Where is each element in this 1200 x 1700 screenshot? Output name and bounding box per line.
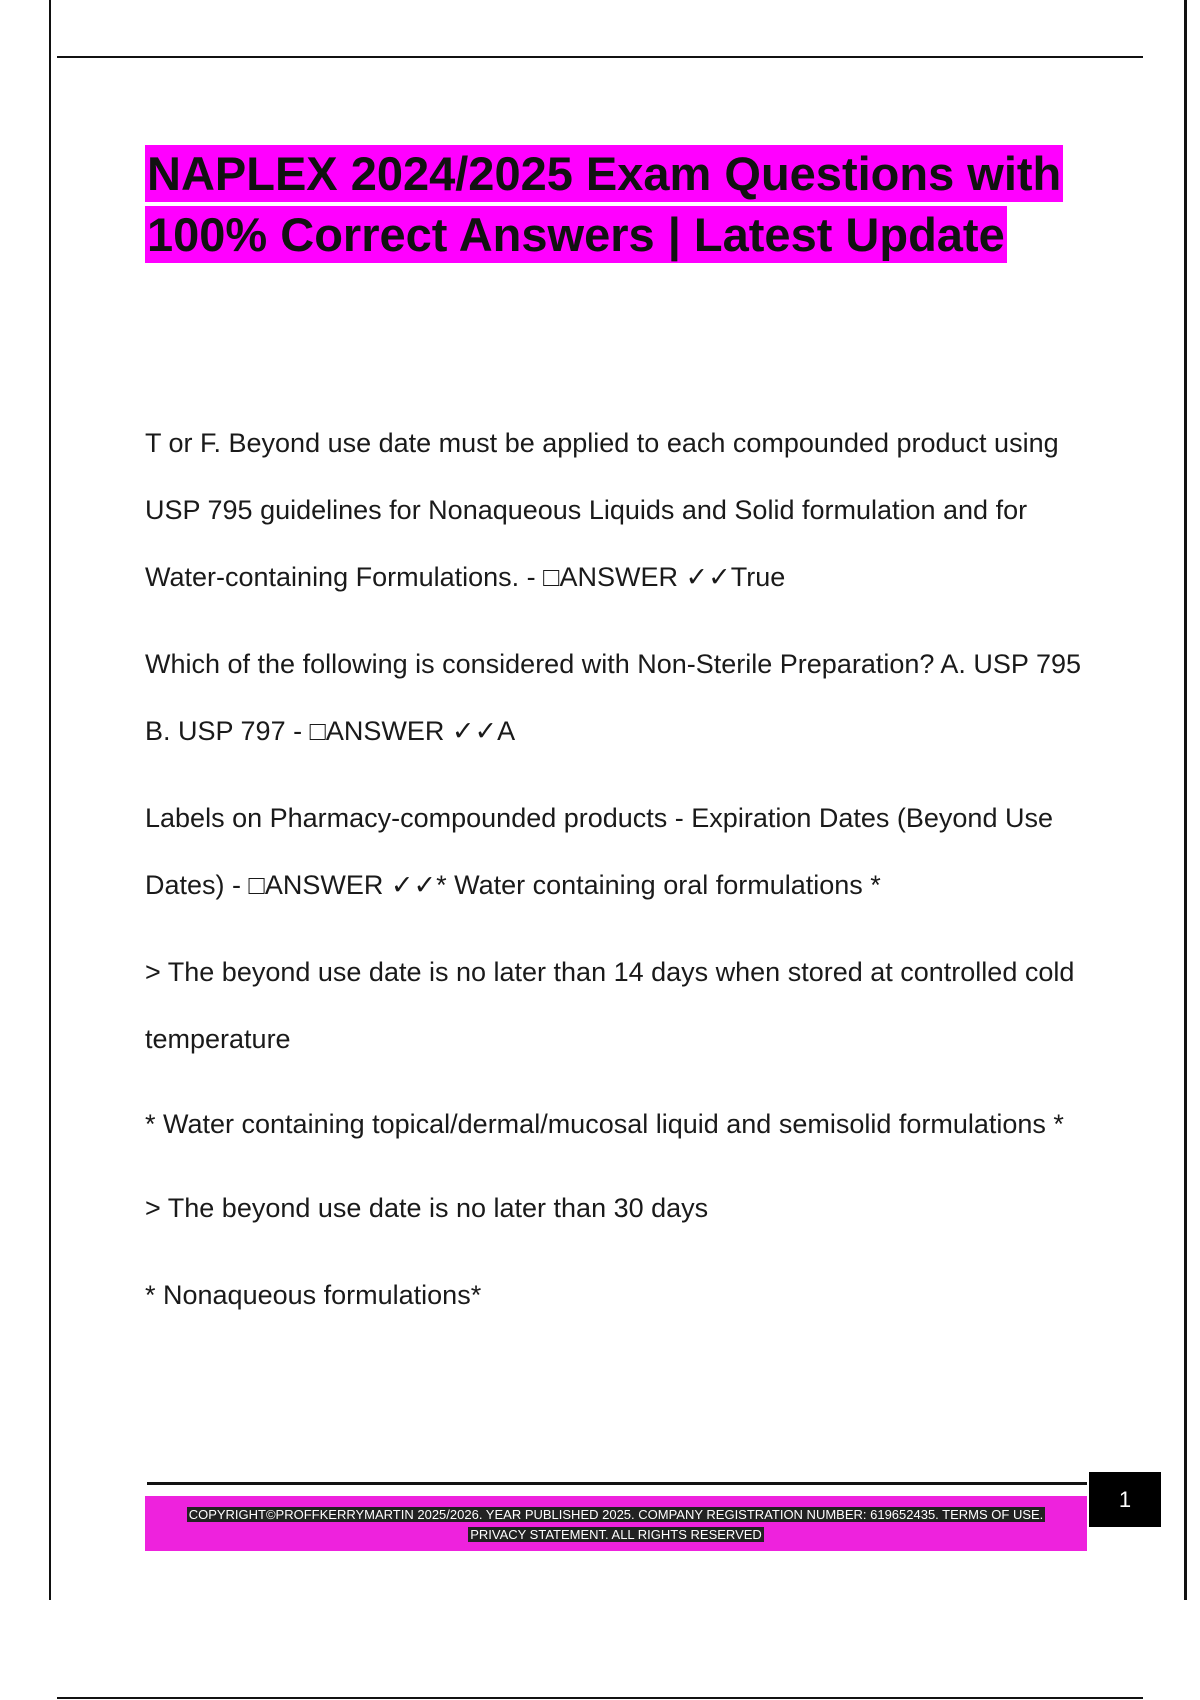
page-right-border: [1184, 0, 1187, 1600]
answer-detail-paragraph: * Water containing topical/dermal/mucosal liquid and semisolid formulations *: [145, 1109, 1064, 1139]
copyright-line-2: PRIVACY STATEMENT. ALL RIGHTS RESERVED: [470, 1527, 762, 1542]
page-left-border: [49, 0, 51, 1600]
answer-detail-paragraph: * Nonaqueous formulations*: [145, 1280, 482, 1310]
question-paragraph: Which of the following is considered with Non-Sterile Preparation? A. USP 795 B. USP 797 - □ANSWER ✓✓A: [145, 649, 1081, 746]
copyright-text: [166, 1505, 1066, 1545]
page-top-rule: [57, 56, 1143, 58]
title-line-2: 100% Correct Answers | Latest Update: [147, 208, 1005, 261]
question-paragraph: Labels on Pharmacy-compounded products - Expiration Dates (Beyond Use Dates) - □ANSWER ✓✓* Water containing oral formulations *: [145, 803, 1053, 900]
question-paragraph: T or F. Beyond use date must be applied to each compounded product using USP 795 guidelines for Nonaqueous Liquids and Solid formulation and for Water-containing Formulations. - □ANSWER ✓✓True: [145, 428, 1059, 592]
answer-detail-paragraph: > The beyond use date is no later than 30 days: [145, 1193, 709, 1223]
copyright-footer: [145, 1496, 1087, 1551]
page-number: 1: [1089, 1472, 1161, 1527]
copyright-line-1: COPYRIGHT©PROFFKERRYMARTIN 2025/2026. YEAR PUBLISHED 2025. COMPANY REGISTRATION NUMBER: 619652435. TERMS OF USE.: [188, 1507, 1044, 1522]
answer-detail-paragraph: > The beyond use date is no later than 14 days when stored at controlled cold temperature: [145, 957, 1075, 1054]
title-line-1: NAPLEX 2024/2025 Exam Questions with: [147, 147, 1062, 200]
document-body: [145, 410, 1095, 1329]
document-title: [145, 143, 1095, 265]
next-page-top-rule: [57, 1697, 1143, 1699]
footer-rule: [147, 1482, 1087, 1485]
